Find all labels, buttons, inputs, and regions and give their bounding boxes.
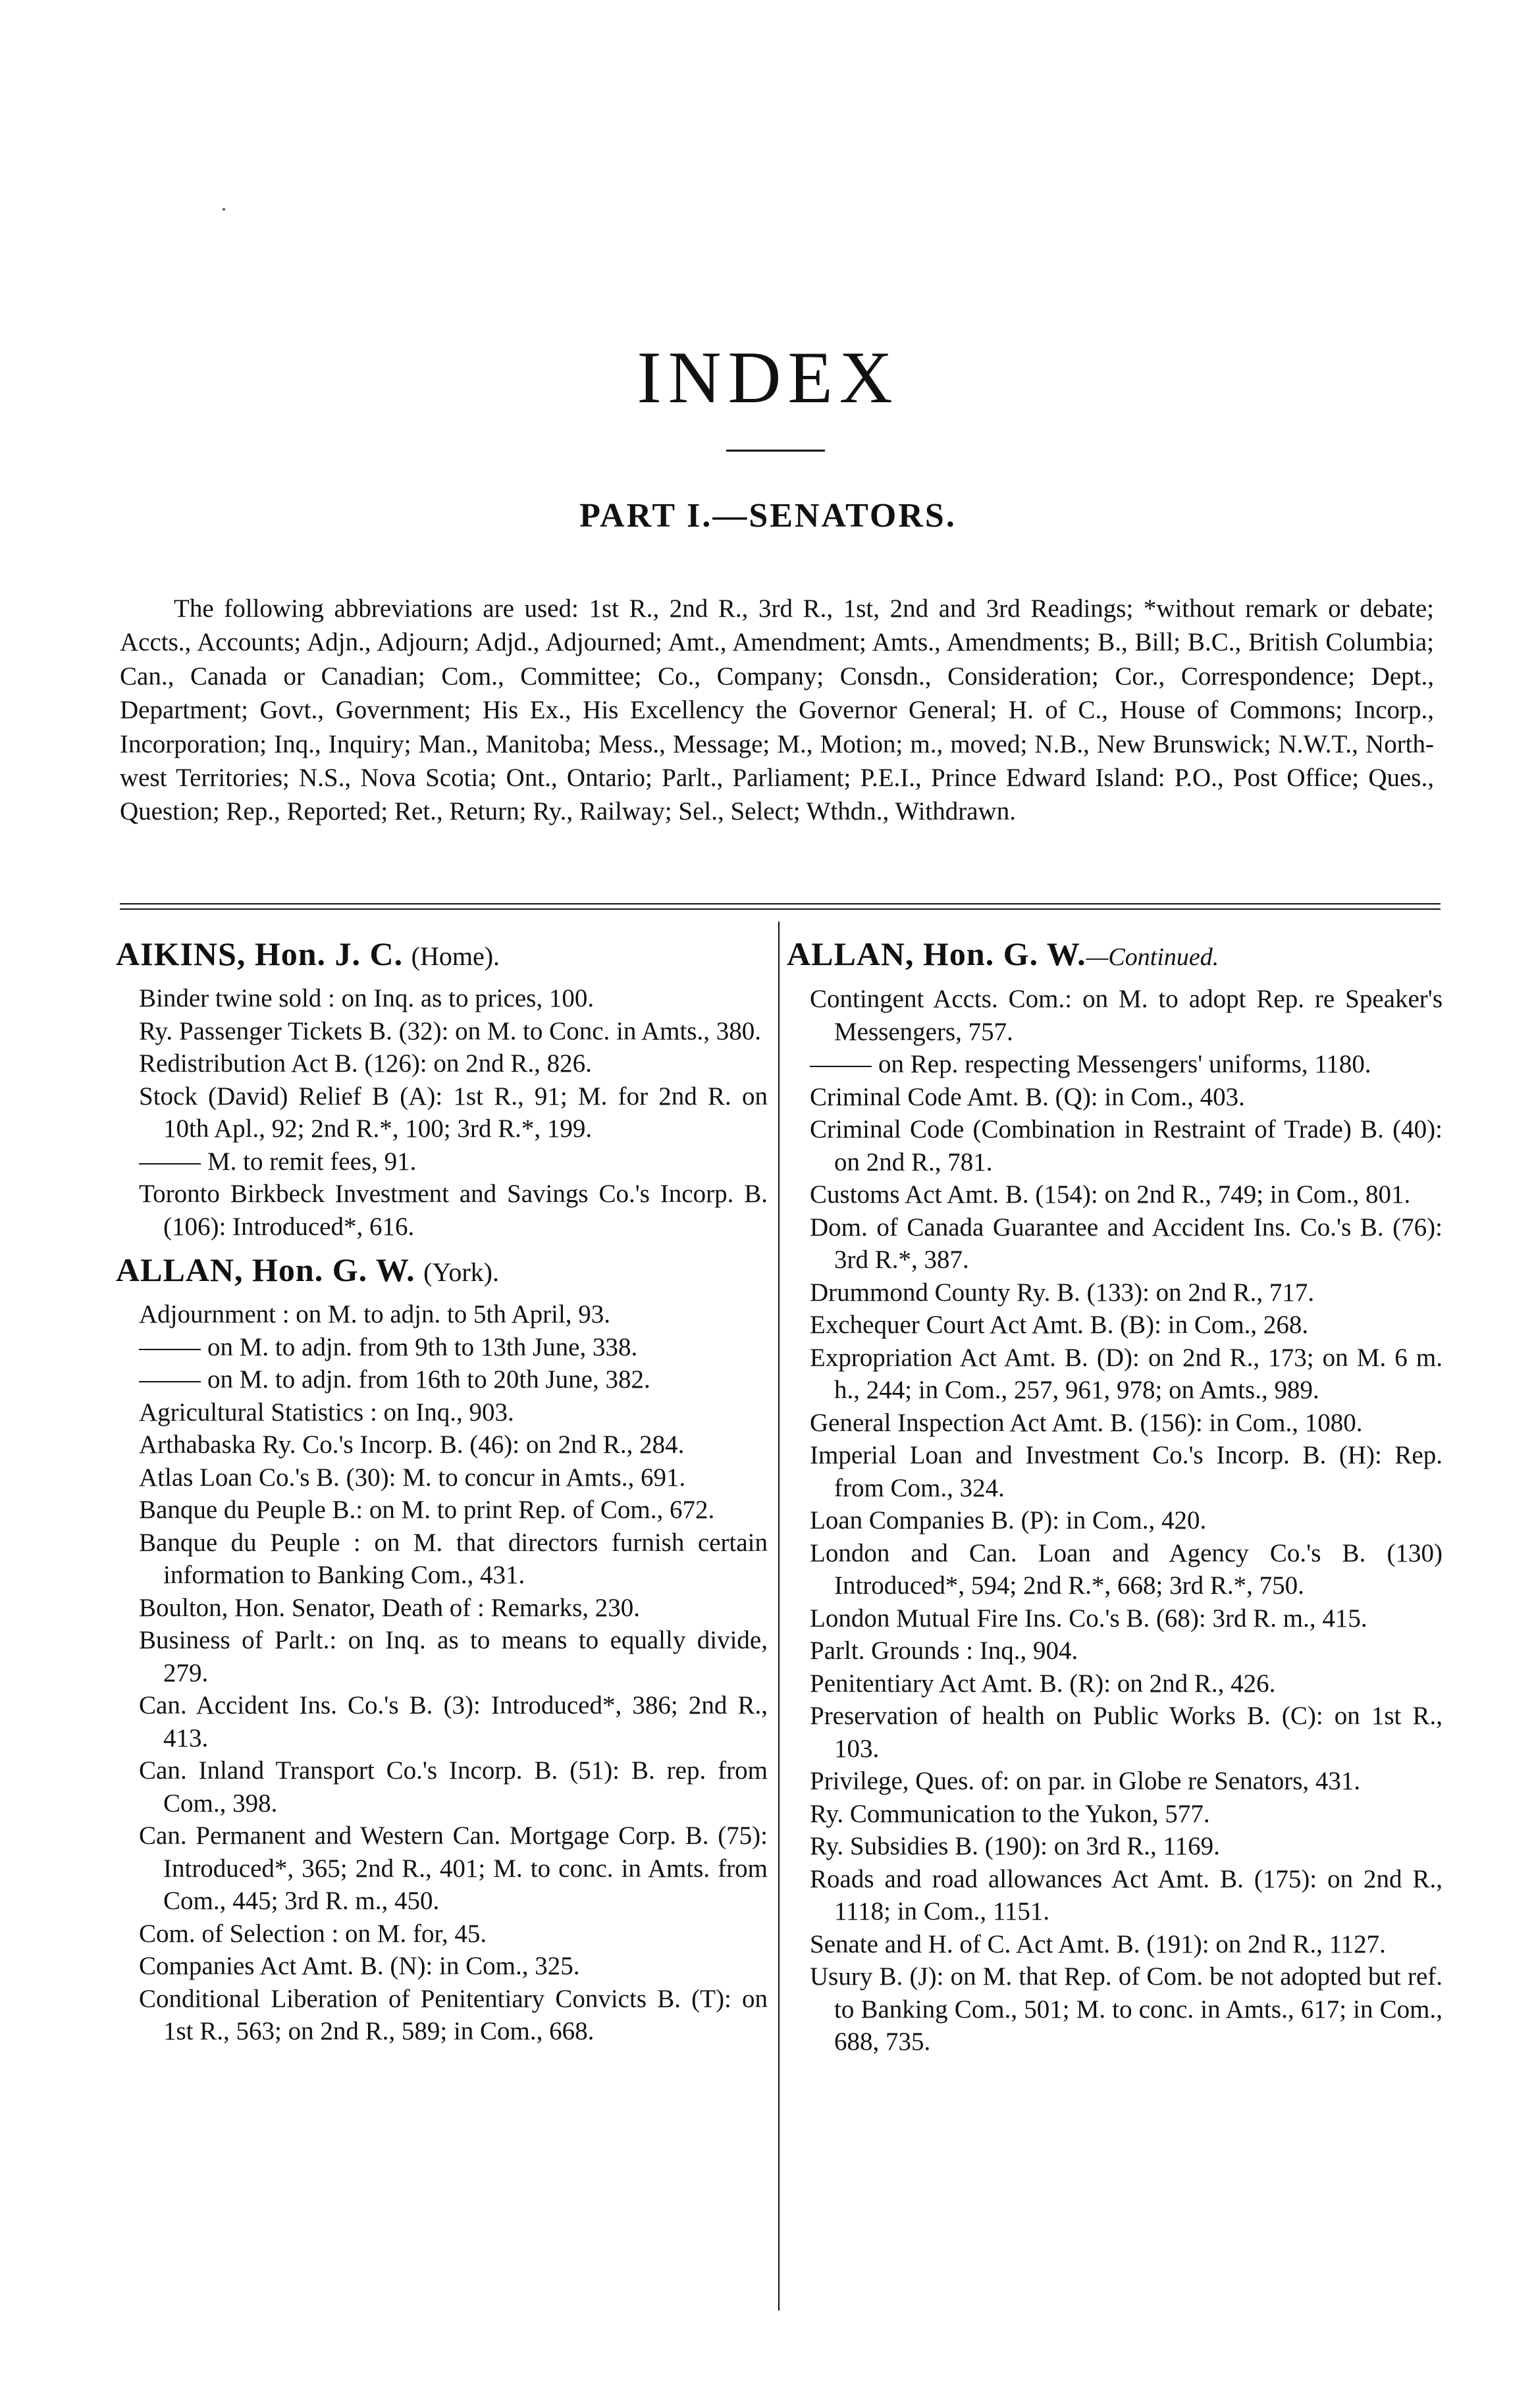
index-entry: Drummond County Ry. B. (133): on 2nd R., 717. [810,1278,1315,1307]
index-entry: London and Can. Loan and Agency Co.'s B. (130) Introduced*, 594; 2nd R.*, 668; 3rd R.*, 750. [810,1538,1443,1600]
index-subentry [116,1331,768,1364]
index-entry: Criminal Code (Combination in Restraint of Trade) B. (40): on 2nd R., 781. [810,1115,1443,1176]
aikins-heading [116,936,768,974]
section-rule-top [120,903,1441,904]
index-subentry [116,1363,768,1396]
index-entry: Usury B. (J): on M. that Rep. of Com. be not adopted but ref. to Banking Com., 501; M. to conc. in Amts., 617; in Com., 688, 735. [810,1962,1443,2056]
index-entry: Contingent Accts. Com.: on M. to adopt Rep. re Speaker's Messengers, 757. [810,985,1443,1046]
index-entry: Boulton, Hon. Senator, Death of : Remarks, 230. [139,1593,640,1622]
index-entry: Banque du Peuple B.: on M. to print Rep. of Com., 672. [139,1496,715,1524]
index-entry: Preservation of health on Public Works B. (C): on 1st R., 103. [810,1702,1443,1763]
index-entry: Imperial Loan and Investment Co.'s Incorp. B. (H): Rep. from Com., 324. [810,1441,1443,1502]
index-entry: Penitentiary Act Amt. B. (R): on 2nd R., 426. [810,1669,1276,1698]
right-column [787,936,1443,2058]
index-entry: London Mutual Fire Ins. Co.'s B. (68): 3rd R. m., 415. [810,1604,1367,1633]
index-entry: Arthabaska Ry. Co.'s Incorp. B. (46): on 2nd R., 284. [139,1430,685,1459]
senator-division: (York). [423,1257,499,1287]
index-entry: Atlas Loan Co.'s B. (30): M. to concur in Amts., 691. [139,1463,686,1492]
ditto-dash [139,1349,201,1350]
index-entry: Exchequer Court Act Amt. B. (B): in Com., 268. [810,1311,1309,1339]
index-entry: Conditional Liberation of Penitentiary Convicts B. (T): on 1st R., 563; on 2nd R., 589; in Com., 668. [139,1984,768,2045]
index-subentry [116,1145,768,1178]
abbreviations-paragraph: The following abbreviations are used: 1st R., 2nd R., 3rd R., 1st, 2nd and 3rd Readings; *without remark or debate; Accts., Accounts; Adjn., Adjourn; Adjd., Adjourned; Amt., Amendment; Amts., Amendments; B., Bill; B.C., British Columbia; Can., Canada or Canadian; Com., Committee; Co., Company; Consdn., Consideration; Cor., Correspondence; Dept., Department; Govt., Government; His Ex., His Excellency the Governor General; H. of C., House of Commons; Incorp., Incorporation; Inq., Inquiry; Man., Manitoba; Mess., Message; M., Motion; m., moved; N.B., New Brunswick; N.W.T., North-west Territories; N.S., Nova Scotia; Ont., Ontario; Parlt., Parliament; P.E.I., Prince Edward Island: P.O., Post Office; Ques., Question; Rep., Reported; Ret., Return; Ry., Railway; Sel., Select; Wthdn., Withdrawn. [120,594,1434,826]
index-subentry [787,1048,1443,1081]
continued-label: —Continued. [1086,943,1219,971]
column-divider [778,922,780,2311]
index-entry: Toronto Birkbeck Investment and Savings Co.'s Incorp. B. (106): Introduced*, 616. [139,1180,768,1241]
index-entry: Business of Parlt.: on Inq. as to means to equally divide, 279. [139,1626,768,1687]
index-entry: Parlt. Grounds : Inq., 904. [810,1636,1078,1665]
index-entry: Loan Companies B. (P): in Com., 420. [810,1506,1207,1534]
index-entry: Ry. Communication to the Yukon, 577. [810,1799,1210,1828]
allan-continued-heading [787,936,1443,975]
senator-name: ALLAN, Hon. G. W. [787,935,1086,972]
index-entry: Binder twine sold : on Inq. as to prices, 100. [139,984,595,1012]
left-column [116,936,768,2048]
index-entry: Can. Permanent and Western Can. Mortgage Corp. B. (75): Introduced*, 365; 2nd R., 401; M. to conc. in Amts. from Com., 445; 3rd R. m., 450. [139,1821,768,1915]
index-entry: Companies Act Amt. B. (N): in Com., 325. [139,1952,580,1980]
subentry-text: on M. to adjn. from 9th to 13th June, 338. [207,1332,638,1361]
part-heading: PART I.—SENATORS. [579,497,957,535]
scan-speck [223,208,225,211]
index-entry: Agricultural Statistics : on Inq., 903. [139,1398,514,1426]
index-entry: Privilege, Ques. of: on par. in Globe re Senators, 431. [810,1767,1361,1795]
index-entry: Com. of Selection : on M. for, 45. [139,1919,487,1948]
ditto-dash [139,1381,201,1382]
senator-division: (Home). [411,941,500,971]
index-entry: Stock (David) Relief B (A): 1st R., 91; M. for 2nd R. on 10th Apl., 92; 2nd R.*, 100; 3rd R.*, 199. [139,1082,768,1143]
index-entry: Adjournment : on M. to adjn. to 5th April, 93. [139,1300,611,1328]
index-entry: Ry. Passenger Tickets B. (32): on M. to Conc. in Amts., 380. [139,1016,761,1045]
title-underline [726,450,825,452]
section-rule-bottom [120,908,1441,910]
index-entry: Redistribution Act B. (126): on 2nd R., 826. [139,1049,592,1078]
index-entry: General Inspection Act Amt. B. (156): in Com., 1080. [810,1408,1363,1437]
allan-heading [116,1252,768,1290]
ditto-dash [810,1066,872,1067]
index-entry: Expropriation Act Amt. B. (D): on 2nd R., 173; on M. 6 m. h., 244; in Com., 257, 961, 978; on Amts., 989. [810,1343,1443,1404]
index-entry: Dom. of Canada Guarantee and Accident Ins. Co.'s B. (76): 3rd R.*, 387. [810,1213,1443,1274]
index-entry: Roads and road allowances Act Amt. B. (175): on 2nd R., 1118; in Com., 1151. [810,1864,1443,1925]
index-entry: Ry. Subsidies B. (190): on 3rd R., 1169. [810,1832,1220,1860]
index-entry: Criminal Code Amt. B. (Q): in Com., 403. [810,1082,1245,1111]
subentry-text: on Rep. respecting Messengers' uniforms, 1180. [878,1050,1371,1078]
index-entry: Customs Act Amt. B. (154): on 2nd R., 749; in Com., 801. [810,1180,1411,1209]
page-title: INDEX [637,337,899,419]
senator-name: AIKINS, Hon. J. C. [116,935,404,972]
index-entry: Banque du Peuple : on M. that directors furnish certain information to Banking Com., 431. [139,1528,768,1589]
subentry-text: M. to remit fees, 91. [207,1147,417,1176]
index-entry: Senate and H. of C. Act Amt. B. (191): on 2nd R., 1127. [810,1929,1386,1958]
senator-name: ALLAN, Hon. G. W. [116,1251,415,1288]
subentry-text: on M. to adjn. from 16th to 20th June, 382. [207,1365,650,1394]
index-entry: Can. Accident Ins. Co.'s B. (3): Introduced*, 386; 2nd R., 413. [139,1691,768,1752]
ditto-dash [139,1163,201,1165]
index-entry: Can. Inland Transport Co.'s Incorp. B. (51): B. rep. from Com., 398. [139,1756,768,1818]
spacer [116,1243,768,1252]
